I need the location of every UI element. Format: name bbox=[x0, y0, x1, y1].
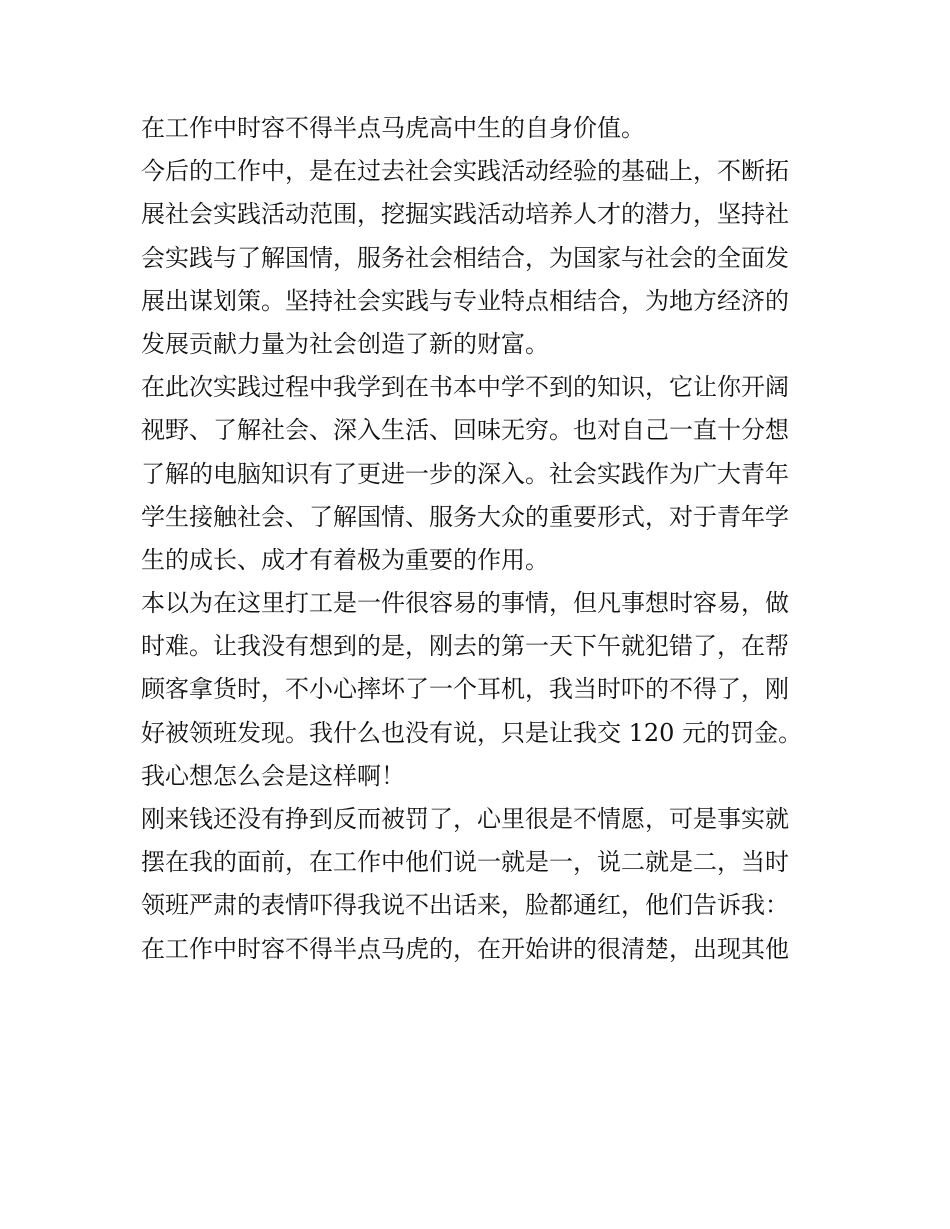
text-line: 顾客拿货时，不小心摔坏了一个耳机，我当时吓的不得了，刚 bbox=[141, 675, 789, 704]
paragraph-5 bbox=[141, 798, 813, 971]
text-line: 了解的电脑知识有了更进一步的深入。社会实践作为广大青年 bbox=[141, 459, 789, 488]
text-line: 视野、了解社会、深入生活、回味无穷。也对自己一直十分想 bbox=[141, 416, 789, 445]
text-line: 在工作中时容不得半点马虎的，在开始讲的很清楚，出现其他 bbox=[141, 934, 789, 963]
text-line: 时难。让我没有想到的是，刚去的第一天下午就犯错了，在帮 bbox=[141, 632, 789, 661]
text-line: 在此次实践过程中我学到在书本中学不到的知识，它让你开阔 bbox=[141, 373, 789, 402]
text-line: 在工作中时容不得半点马虎高中生的自身价值。 bbox=[141, 114, 645, 142]
paragraph-2 bbox=[141, 150, 813, 366]
text-line: 展社会实践活动范围，挖掘实践活动培养人才的潜力，坚持社 bbox=[141, 200, 789, 229]
paragraph-3 bbox=[141, 366, 813, 582]
text-line: 发展贡献力量为社会创造了新的财富。 bbox=[141, 329, 549, 358]
text-line: 展出谋划策。坚持社会实践与专业特点相结合，为地方经济的 bbox=[141, 286, 789, 315]
text-line: 会实践与了解国情，服务社会相结合，为国家与社会的全面发 bbox=[141, 243, 789, 272]
text-line: 好被领班发现。我什么也没有说，只是让我交 120 元的罚金。 bbox=[141, 718, 803, 747]
text-line: 摆在我的面前，在工作中他们说一就是一，说二就是二，当时 bbox=[141, 848, 789, 877]
paragraph-1 bbox=[141, 107, 813, 150]
text-line: 生的成长、成才有着极为重要的作用。 bbox=[141, 545, 549, 574]
text-line: 学生接触社会、了解国情、服务大众的重要形式，对于青年学 bbox=[141, 502, 789, 531]
text-line: 今后的工作中，是在过去社会实践活动经验的基础上，不断拓 bbox=[141, 157, 789, 186]
text-line: 本以为在这里打工是一件很容易的事情，但凡事想时容易，做 bbox=[141, 589, 789, 618]
text-line: 领班严肃的表情吓得我说不出话来，脸都通红，他们告诉我： bbox=[141, 891, 789, 920]
paragraph-4 bbox=[141, 582, 813, 798]
text-line: 刚来钱还没有挣到反而被罚了，心里很是不情愿，可是事实就 bbox=[141, 805, 789, 833]
text-line: 我心想怎么会是这样啊！ bbox=[141, 761, 405, 790]
document-body bbox=[141, 107, 813, 971]
